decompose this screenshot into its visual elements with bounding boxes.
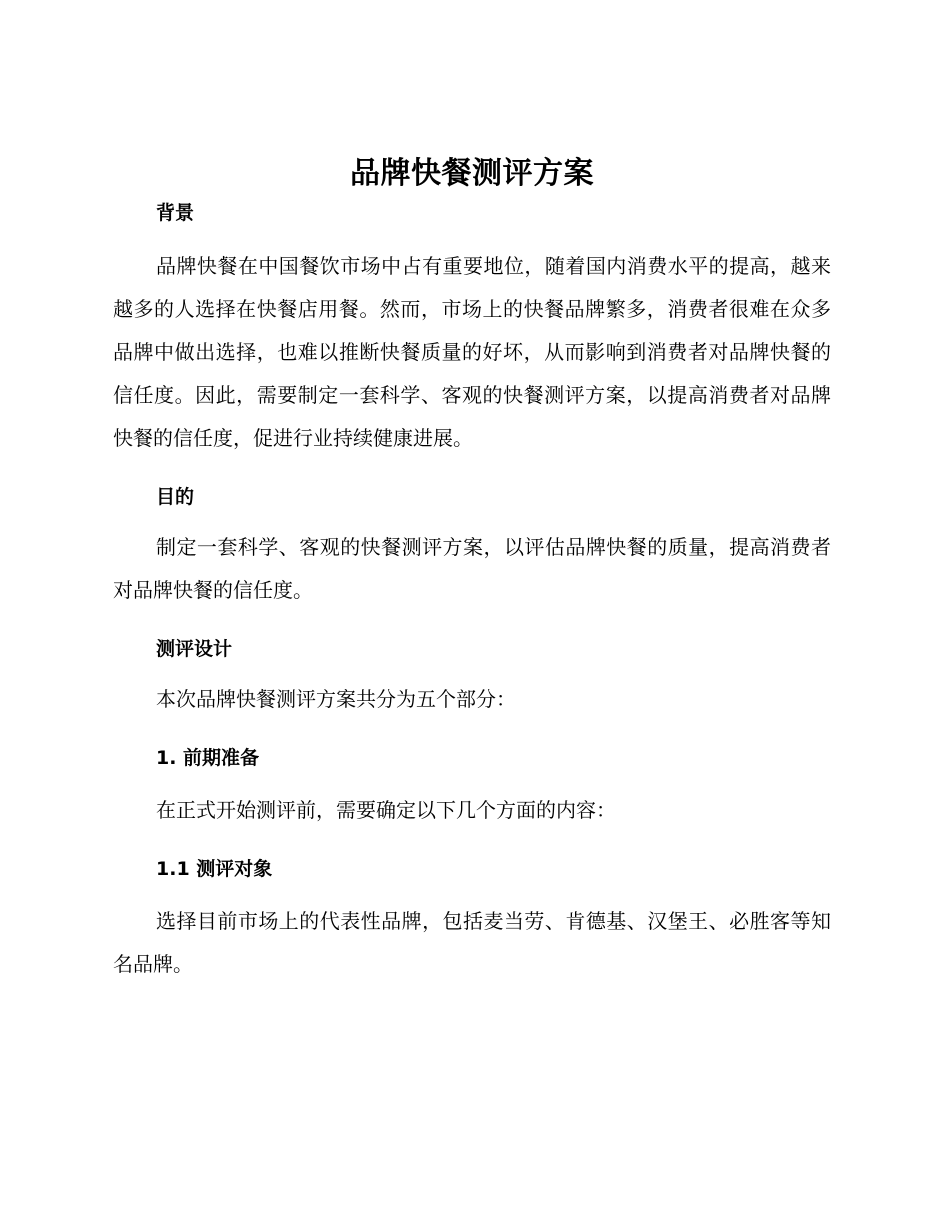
section-heading-background: 背景 bbox=[156, 202, 195, 224]
paragraph-goal: 制定一套科学、客观的快餐测评方案，以评估品牌快餐的质量，提高消费者对品牌快餐的信任度。 bbox=[113, 535, 831, 602]
section-heading-design: 测评设计 bbox=[156, 638, 233, 660]
document-title: 品牌快餐测评方案 bbox=[350, 156, 594, 191]
paragraph-preparation: 在正式开始测评前，需要确定以下几个方面的内容： bbox=[156, 798, 616, 822]
section-heading-preparation: 1. 前期准备 bbox=[156, 747, 260, 769]
paragraph-test-object: 选择目前市场上的代表性品牌，包括麦当劳、肯德基、汉堡王、必胜客等知名品牌。 bbox=[113, 909, 831, 976]
section-heading-goal: 目的 bbox=[156, 486, 195, 508]
section-heading-test-object: 1.1 测评对象 bbox=[156, 858, 273, 880]
paragraph-design: 本次品牌快餐测评方案共分为五个部分： bbox=[156, 687, 516, 711]
document-page bbox=[113, 148, 831, 986]
paragraph-background: 品牌快餐在中国餐饮市场中占有重要地位，随着国内消费水平的提高，越来越多的人选择在快餐店用餐。然而，市场上的快餐品牌繁多，消费者很难在众多品牌中做出选择，也难以推断快餐质量的好坏，从而影响到消费者对品牌快餐的信任度。因此，需要制定一套科学、客观的快餐测评方案，以提高消费者对品牌快餐的信任度，促进行业持续健康进展。 bbox=[113, 254, 831, 450]
